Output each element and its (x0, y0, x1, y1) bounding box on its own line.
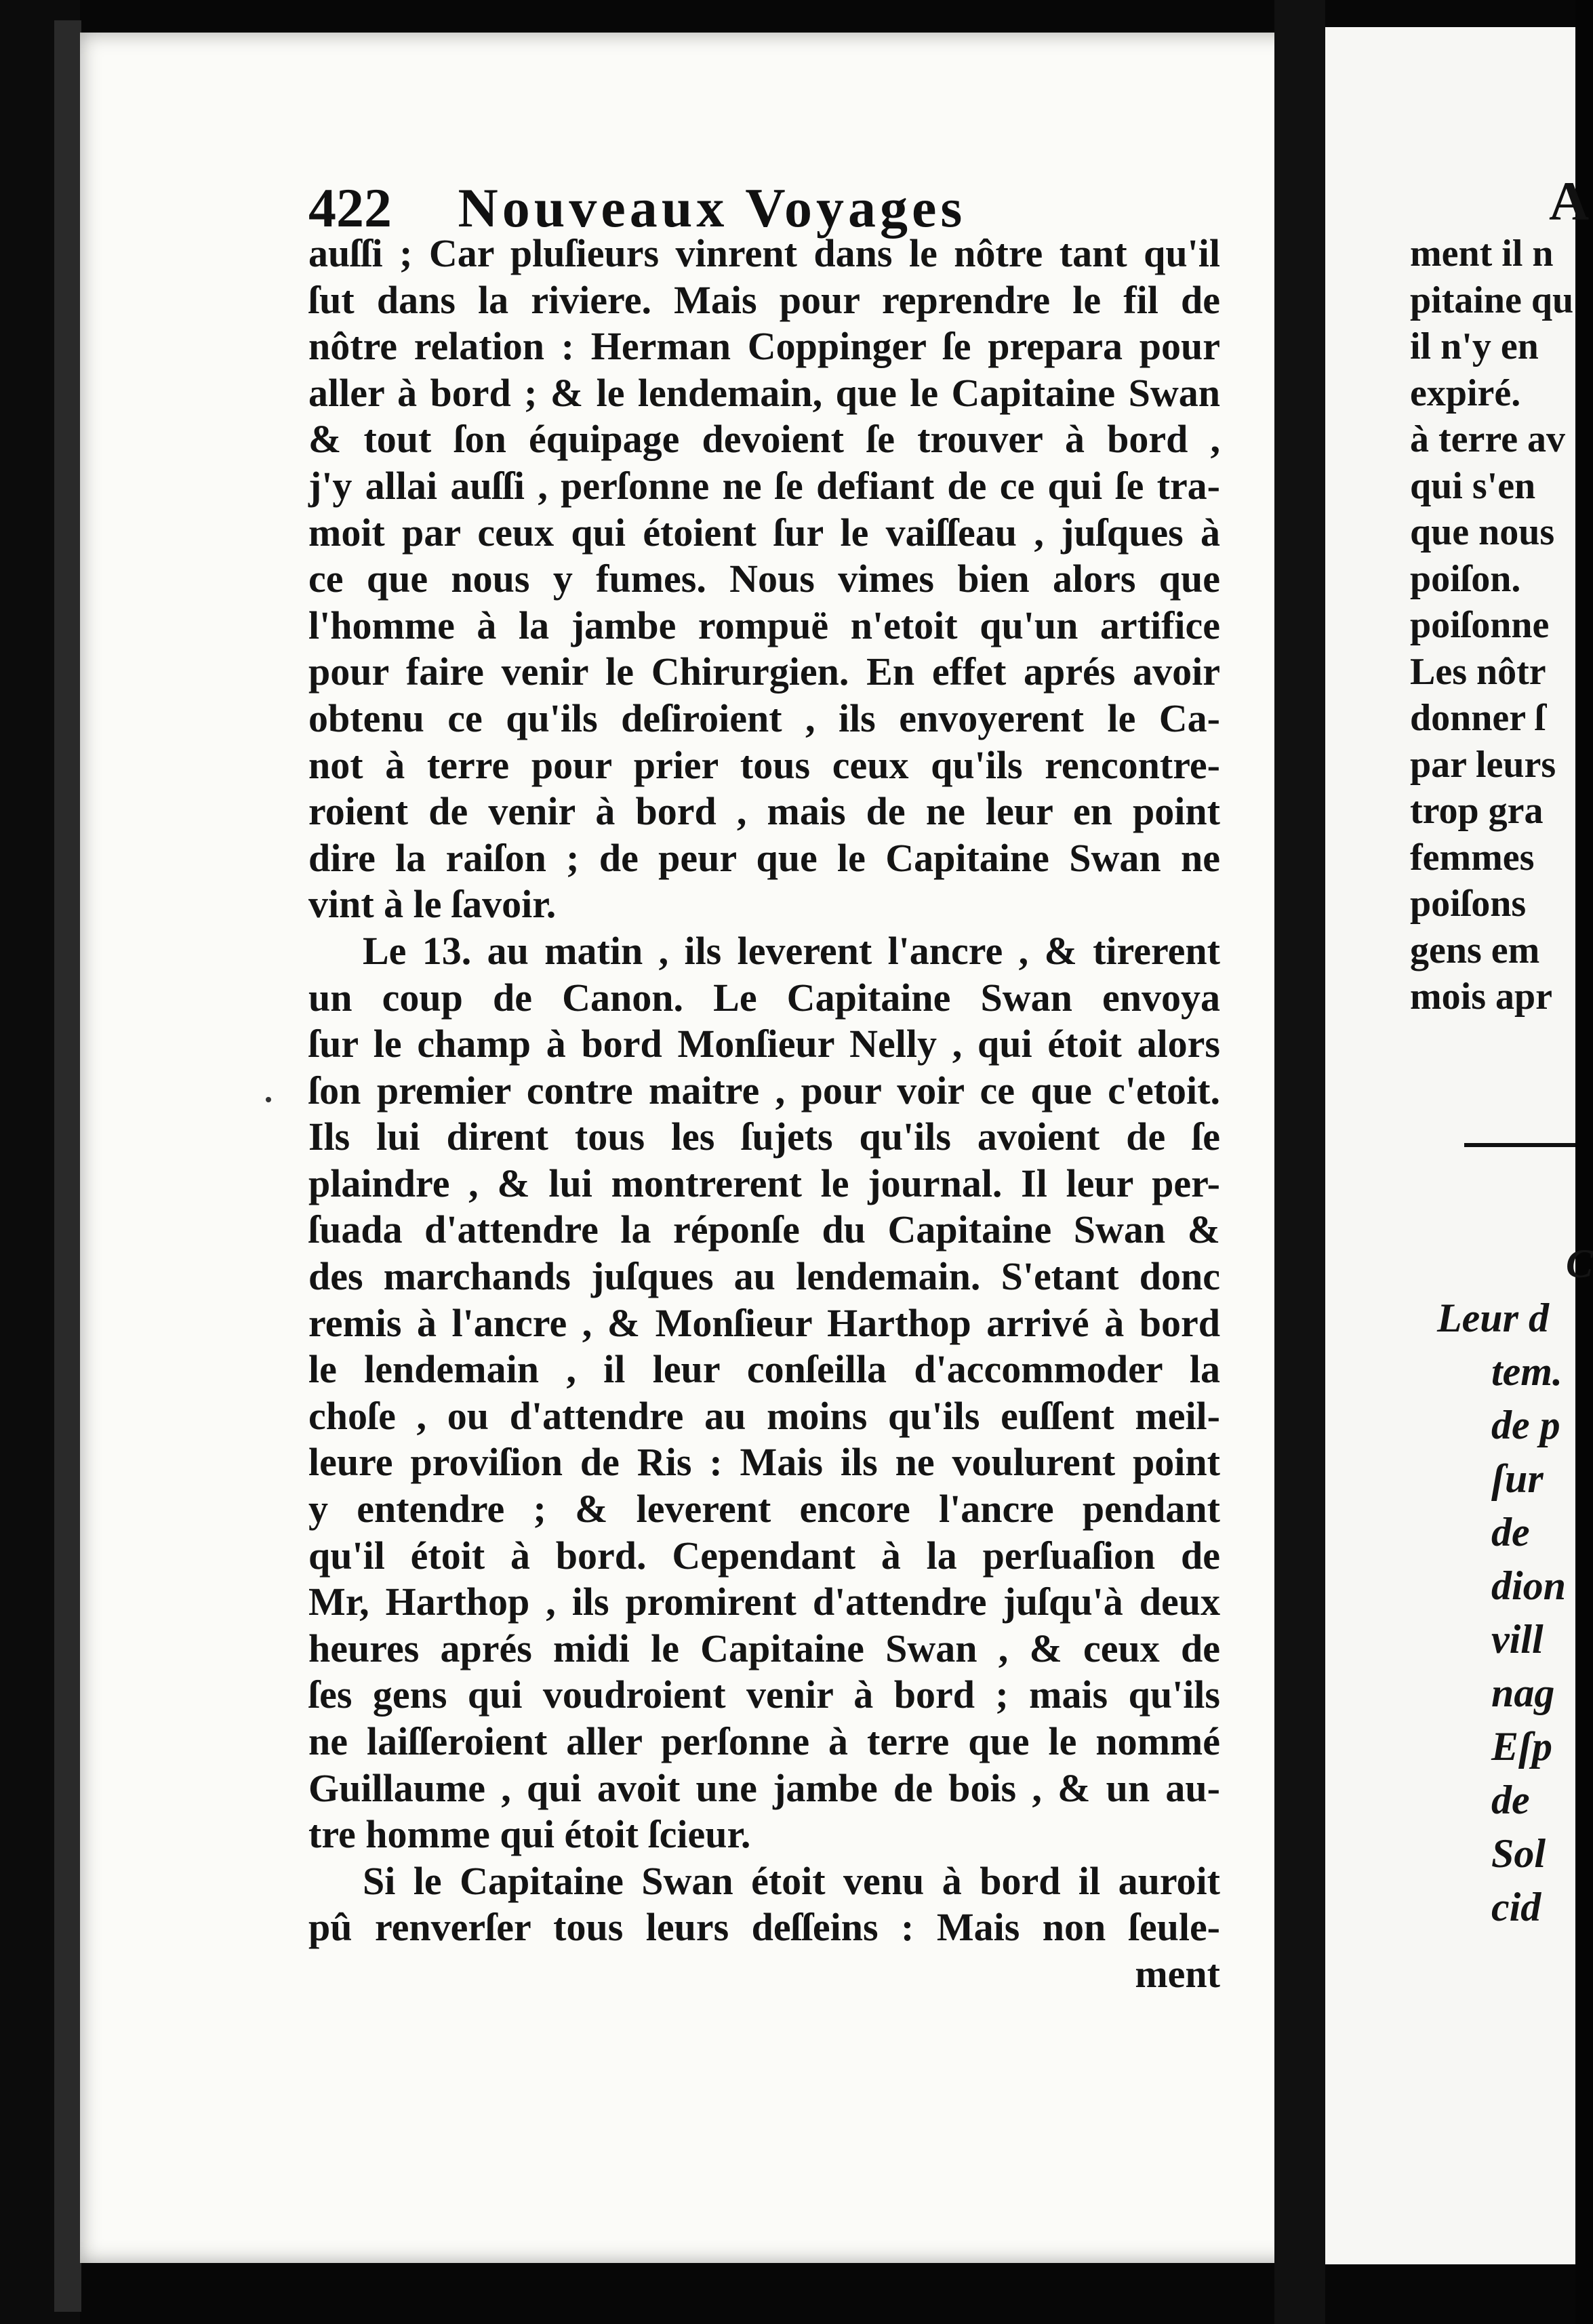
text-line: gens em (1410, 929, 1540, 971)
text-line: ment il n (1410, 233, 1554, 275)
text-line: nôtre relation : Herman Coppinger ſe prepara pour (308, 324, 1220, 369)
summary-line: ſur (1491, 1456, 1544, 1501)
summary-line: vill (1491, 1617, 1544, 1662)
summary-line: de (1491, 1778, 1530, 1822)
text-line: mois apr (1410, 976, 1552, 1018)
text-line: qu'il étoit à bord. Cependant à la perſuaſion de (308, 1533, 1220, 1578)
text-line: plaindre , & lui montrerent le journal. Il leur per- (308, 1161, 1220, 1205)
text-line: pû renverſer tous leurs deſſeins : Mais non ſeule- (308, 1905, 1220, 1950)
text-line: aller à bord ; & le lendemain, que le Capitaine Swan (308, 370, 1220, 415)
summary-line: Leur d (1437, 1296, 1549, 1340)
page-number: 422 (308, 177, 392, 239)
right-page-header: A (1549, 170, 1590, 232)
section-rule (1464, 1143, 1575, 1147)
text-line: femmes (1410, 836, 1535, 879)
text-line: ſon premier contre maitre , pour voir ce que c'etoit. (308, 1068, 1220, 1113)
text-line: à terre av (1410, 418, 1566, 460)
text-line: Ils lui dirent tous les ſujets qu'ils avoient de ſe (308, 1115, 1220, 1159)
text-line: roient de venir à bord , mais de ne leur en point (308, 789, 1220, 834)
text-line: choſe , ou d'attendre au moins qu'ils euſſent meil- (308, 1393, 1220, 1438)
book-spine (1274, 0, 1325, 2324)
text-line: ſur le champ à bord Monſieur Nelly , qui étoit alors (308, 1022, 1220, 1066)
right-page-body (1410, 231, 1586, 1020)
text-line: not à terre pour prier tous ceux qu'ils rencontre- (308, 742, 1220, 787)
text-line: l'homme à la jambe rompuë n'etoit qu'un artifice (308, 603, 1220, 647)
summary-line: Sol (1491, 1831, 1546, 1876)
text-line: pitaine qu (1410, 279, 1574, 321)
text-line: ſuada d'attendre la réponſe du Capitaine Swan & (308, 1207, 1220, 1252)
text-line: par leurs (1410, 743, 1556, 786)
text-line: expiré. (1410, 372, 1521, 414)
summary-line: de (1491, 1510, 1530, 1555)
text-line: remis à l'ancre , & Monſieur Harthop arrivé à bord (308, 1300, 1220, 1345)
paragraph-start-line: Si le Capitaine Swan étoit venu à bord il auroit (363, 1858, 1220, 1903)
text-line: Les nôtr (1410, 650, 1546, 693)
text-line: que nous (1410, 511, 1555, 553)
catchword: ment (1135, 1951, 1220, 1996)
text-line: heures aprés midi le Capitaine Swan , & ceux de (308, 1626, 1220, 1670)
page-stack-edge (54, 20, 81, 2312)
text-line: dire la raiſon ; de peur que le Capitaine Swan ne (308, 835, 1220, 880)
text-line: ſut dans la riviere. Mais pour reprendre le fil de (308, 277, 1220, 322)
text-line: ne laiſſeroient aller perſonne à terre que le nommé (308, 1719, 1220, 1763)
summary-line: cid (1491, 1885, 1541, 1929)
text-line: & tout ſon équipage devoient ſe trouver à bord , (308, 417, 1220, 462)
text-line: poiſonne (1410, 604, 1550, 646)
text-line: le lendemain , il leur conſeilla d'accommoder la (308, 1347, 1220, 1392)
text-line: ſes gens qui voudroient venir à bord ; mais qu'ils (308, 1672, 1220, 1717)
running-title: Nouveaux Voyages (458, 177, 967, 239)
summary-line: nag (1491, 1670, 1555, 1715)
left-page-body (308, 231, 1220, 1998)
text-line: il n'y en (1410, 325, 1539, 367)
ink-speck (266, 1097, 271, 1102)
text-line: donner ſ (1410, 697, 1546, 739)
text-line: leure proviſion de Ris : Mais ils ne voulurent point (308, 1440, 1220, 1485)
text-line: des marchands juſques au lendemain. S'etant donc (308, 1254, 1220, 1299)
text-line: moit par ceux qui étoient ſur le vaiſſeau , juſques à (308, 510, 1220, 555)
summary-line: dion (1491, 1563, 1567, 1608)
summary-line: Eſp (1491, 1724, 1552, 1769)
summary-line: de p (1491, 1403, 1560, 1447)
paragraph-start-line: Le 13. au matin , ils leverent l'ancre , & tirerent (363, 928, 1220, 973)
text-line: poiſons (1410, 883, 1527, 925)
text-line: tre homme qui étoit ſcieur. (308, 1812, 751, 1857)
text-line: qui s'en (1410, 464, 1536, 507)
text-line: auſſi ; Car pluſieurs vinrent dans le nôtre tant qu'il (308, 231, 1220, 275)
text-line: poiſon. (1410, 557, 1521, 600)
text-line: obtenu ce qu'ils deſiroient , ils envoyerent le Ca- (308, 696, 1220, 740)
text-line: vint à le ſavoir. (308, 882, 557, 927)
chapter-heading-fragment: C (1566, 1241, 1593, 1286)
text-line: pour faire venir le Chirurgien. En effet aprés avoir (308, 649, 1220, 694)
summary-line: tem. (1491, 1349, 1562, 1394)
text-line: Guillaume , qui avoit une jambe de bois , & un au- (308, 1765, 1220, 1810)
text-line: j'y allai auſſi , perſonne ne ſe defiant de ce qui ſe tra- (308, 463, 1220, 508)
text-line: ce que nous y fumes. Nous vimes bien alors que (308, 557, 1220, 601)
text-line: y entendre ; & leverent encore l'ancre pendant (308, 1487, 1220, 1531)
text-line: Mr, Harthop , ils promirent d'attendre juſqu'à deux (308, 1580, 1220, 1624)
text-line: un coup de Canon. Le Capitaine Swan envoya (308, 975, 1220, 1020)
text-line: trop gra (1410, 790, 1544, 832)
chapter-summary (1437, 1241, 1593, 1934)
